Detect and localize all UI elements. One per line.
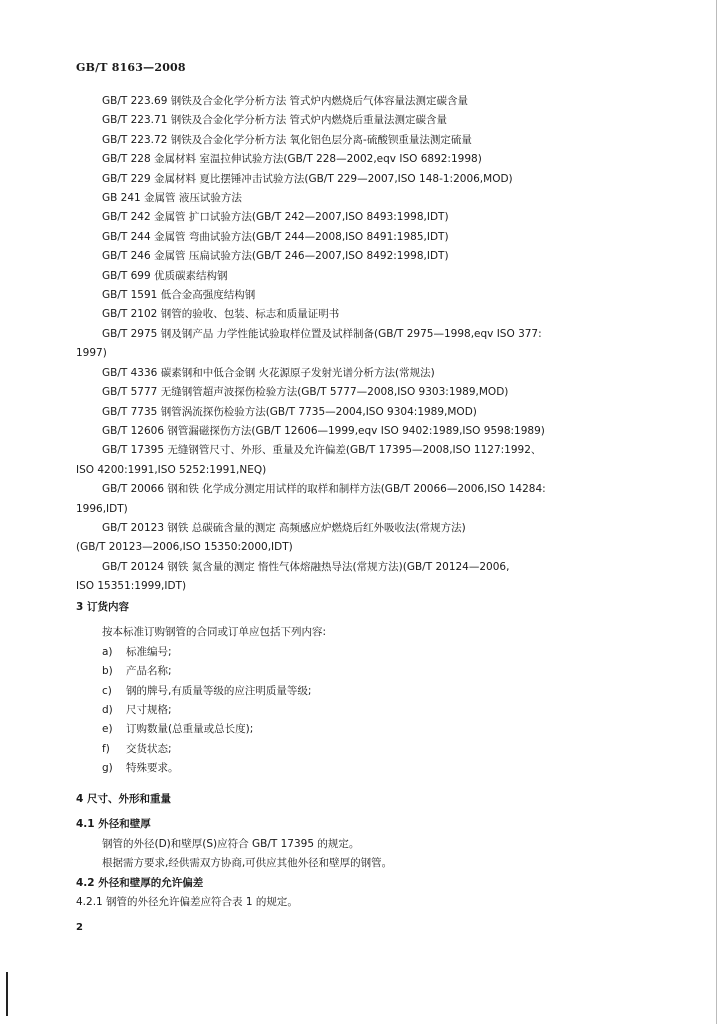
item-text: 订购数量(总重量或总长度); bbox=[126, 723, 254, 736]
subsection-heading: 4.1 外径和壁厚 bbox=[76, 818, 151, 831]
ref-line-continuation: 1996,IDT) bbox=[76, 502, 128, 515]
ref-line: GB/T 20124 钢铁 氮含量的测定 惰性气体熔融热导法(常规方法)(GB/T 20124—2006, bbox=[102, 560, 510, 573]
ref-line: GB/T 2102 钢管的验收、包装、标志和质量证明书 bbox=[102, 308, 340, 321]
item-label: d) bbox=[102, 704, 113, 717]
item-text: 标准编号; bbox=[126, 645, 172, 658]
ref-line: GB/T 244 金属管 弯曲试验方法(GB/T 244—2008,ISO 8491:1985,IDT) bbox=[102, 230, 449, 243]
item-label: c) bbox=[102, 684, 112, 697]
ref-line: GB/T 20123 钢铁 总碳硫含量的测定 高频感应炉燃烧后红外吸收法(常规方法) bbox=[102, 521, 466, 534]
ref-line: GB/T 7735 钢管涡流探伤检验方法(GB/T 7735—2004,ISO 9304:1989,MOD) bbox=[102, 405, 477, 418]
ref-line-continuation: ISO 15351:1999,IDT) bbox=[76, 580, 187, 593]
ref-line: GB/T 1591 低合金高强度结构钢 bbox=[102, 289, 256, 302]
section-intro: 按本标准订购钢管的合同或订单应包括下列内容: bbox=[102, 626, 327, 639]
standard-header: GB/T 8163—2008 bbox=[76, 61, 186, 74]
ref-line: GB/T 223.72 钢铁及合金化学分析方法 氧化铝色层分离-硫酸钡重量法测定硫量 bbox=[102, 133, 472, 146]
ref-line: GB/T 246 金属管 压扁试验方法(GB/T 246—2007,ISO 8492:1998,IDT) bbox=[102, 250, 449, 263]
section-dimensions bbox=[76, 790, 638, 912]
item-text: 特殊要求。 bbox=[126, 762, 179, 775]
ref-line: GB/T 2975 钢及钢产品 力学性能试验取样位置及试样制备(GB/T 2975—1998,eqv ISO 377: bbox=[102, 327, 542, 340]
ref-line: GB/T 223.69 钢铁及合金化学分析方法 管式炉内燃烧后气体容量法测定碳含量 bbox=[102, 95, 469, 107]
section-heading: 4 尺寸、外形和重量 bbox=[76, 793, 171, 805]
list-item bbox=[76, 759, 638, 778]
item-text: 交货状态; bbox=[126, 742, 172, 755]
clause-text: 4.2.1 钢管的外径允许偏差应符合表 1 的规定。 bbox=[76, 896, 298, 909]
item-label: a) bbox=[102, 645, 113, 658]
section-ordering bbox=[76, 598, 638, 779]
ref-line-continuation: ISO 4200:1991,ISO 5252:1991,NEQ) bbox=[76, 463, 267, 476]
item-text: 尺寸规格; bbox=[126, 704, 172, 717]
list-item bbox=[76, 701, 638, 720]
ref-line: GB/T 17395 无缝钢管尺寸、外形、重量及允许偏差(GB/T 17395—2008,ISO 1127:1992、 bbox=[102, 444, 542, 457]
item-text: 产品名称; bbox=[126, 665, 172, 678]
item-text: 钢的牌号,有质量等级的应注明质量等级; bbox=[126, 684, 312, 697]
ref-line-continuation: 1997) bbox=[76, 347, 107, 360]
list-item bbox=[76, 720, 638, 739]
ref-line: GB 241 金属管 液压试验方法 bbox=[102, 192, 242, 205]
list-item bbox=[76, 740, 638, 759]
item-label: e) bbox=[102, 723, 113, 736]
ref-line-continuation: (GB/T 20123—2006,ISO 15350:2000,IDT) bbox=[76, 541, 293, 554]
ref-line: GB/T 242 金属管 扩口试验方法(GB/T 242—2007,ISO 8493:1998,IDT) bbox=[102, 211, 449, 224]
list-item bbox=[76, 682, 638, 701]
list-item bbox=[76, 662, 638, 681]
ref-line: GB/T 229 金属材料 夏比摆锤冲击试验方法(GB/T 229—2007,ISO 148-1:2006,MOD) bbox=[102, 172, 513, 185]
section-heading: 3 订货内容 bbox=[76, 601, 129, 613]
normative-references bbox=[76, 92, 638, 597]
paragraph: 钢管的外径(D)和壁厚(S)应符合 GB/T 17395 的规定。 bbox=[102, 837, 360, 850]
item-label: g) bbox=[102, 762, 113, 775]
item-label: f) bbox=[102, 742, 110, 755]
ref-line: GB/T 20066 钢和铁 化学成分测定用试样的取样和制样方法(GB/T 20066—2006,ISO 14284: bbox=[102, 483, 546, 496]
ref-line: GB/T 699 优质碳素结构钢 bbox=[102, 269, 228, 282]
ref-line: GB/T 12606 钢管漏磁探伤方法(GB/T 12606—1999,eqv ISO 9402:1989,ISO 9598:1989) bbox=[102, 424, 545, 437]
page-border-line bbox=[716, 0, 717, 1024]
page-number: 2 bbox=[76, 922, 83, 933]
ref-line: GB/T 228 金属材料 室温拉伸试验方法(GB/T 228—2002,eqv ISO 6892:1998) bbox=[102, 153, 482, 166]
scan-edge-mark bbox=[6, 972, 8, 1016]
paragraph: 根据需方要求,经供需双方协商,可供应其他外径和壁厚的钢管。 bbox=[102, 857, 393, 870]
ref-line: GB/T 223.71 钢铁及合金化学分析方法 管式炉内燃烧后重量法测定碳含量 bbox=[102, 114, 448, 127]
ref-line: GB/T 4336 碳素钢和中低合金钢 火花源原子发射光谱分析方法(常规法) bbox=[102, 366, 435, 379]
subsection-heading: 4.2 外径和壁厚的允许偏差 bbox=[76, 876, 204, 889]
ref-line: GB/T 5777 无缝钢管超声波探伤检验方法(GB/T 5777—2008,ISO 9303:1989,MOD) bbox=[102, 386, 509, 399]
list-item bbox=[76, 643, 638, 662]
item-label: b) bbox=[102, 665, 113, 678]
